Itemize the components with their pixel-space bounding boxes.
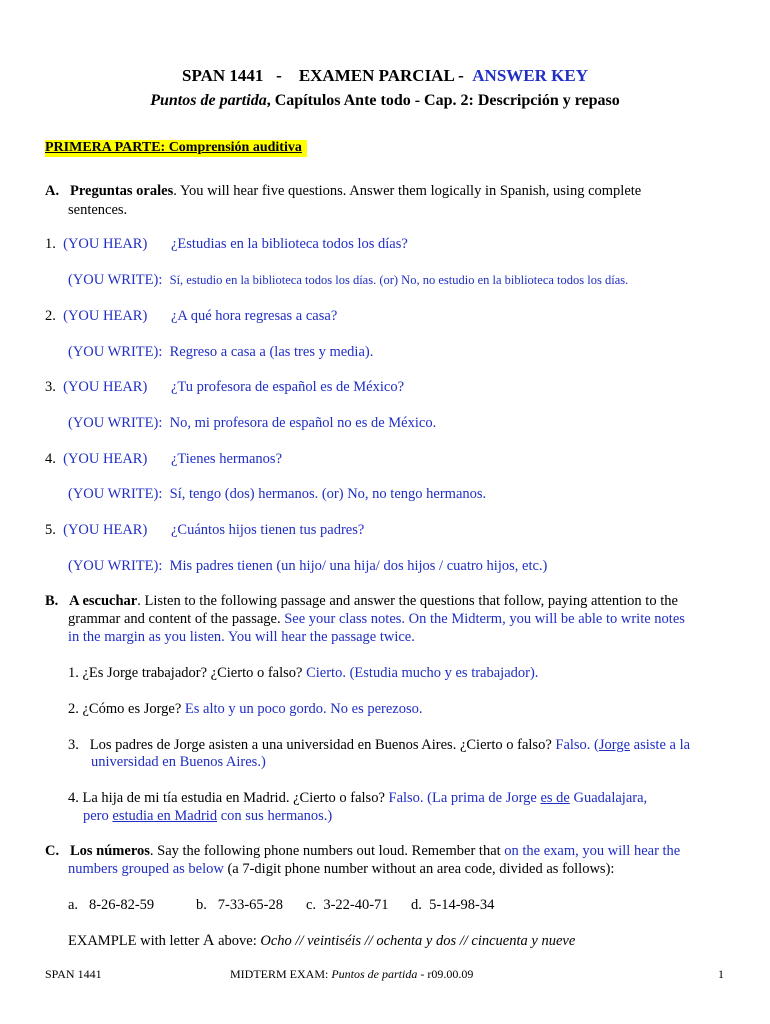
phone-value: 7-33-65-28 <box>217 897 283 913</box>
section-b-q2 <box>68 700 423 718</box>
footer-course: SPAN 1441 <box>45 967 102 981</box>
hear-tag: (YOU HEAR) <box>63 379 148 395</box>
example-text: Ocho // veintiséis // ochenta y dos // cincuenta y nueve <box>260 933 576 949</box>
title-dash: - <box>276 66 282 85</box>
q3-text: Los padres de Jorge asisten a una universidad en Buenos Aires. ¿Cierto o falso? <box>89 737 556 753</box>
exam-subtitle <box>0 92 770 110</box>
answer-1-write <box>68 271 628 289</box>
section-c-instructions-cont: (a 7-digit phone number without an area code, divided as follows): <box>223 861 615 877</box>
question-1-text: ¿Estudias en la biblioteca todos los días? <box>171 236 408 252</box>
answer-4-write <box>68 485 486 503</box>
exam-title <box>0 66 770 86</box>
section-b-intro <box>45 592 678 610</box>
q4-answer-a: Falso. (La prima de Jorge <box>388 790 541 806</box>
answer-2-text: Regreso a casa a (las tres y media). <box>169 344 374 360</box>
section-b-q3 <box>68 736 690 754</box>
hear-tag: (YOU HEAR) <box>63 236 148 252</box>
q3-answer <box>555 737 690 753</box>
question-2-hear <box>45 307 147 325</box>
footer-center <box>230 967 473 982</box>
q4-answer-underlined-2: estudia en Madrid <box>112 808 218 824</box>
q4-answer-b: Guadalajara, <box>569 790 648 806</box>
question-2-text: ¿A qué hora regresas a casa? <box>171 308 338 324</box>
q3-answer-b: asiste a la <box>630 737 691 753</box>
question-3-hear <box>45 378 147 396</box>
phone-value: 5-14-98-34 <box>429 897 495 913</box>
section-b-q1 <box>68 664 538 682</box>
section-c-instructions-2 <box>68 860 614 878</box>
phone-number-a <box>68 896 154 914</box>
part-one-title: : Comprensión auditiva <box>160 140 302 155</box>
hear-tag: (YOU HEAR) <box>63 451 148 467</box>
section-b-title: A escuchar <box>69 593 138 609</box>
q4-answer <box>389 790 648 806</box>
phone-value: 3-22-40-71 <box>323 897 389 913</box>
q3-answer-a: Falso. ( <box>555 737 599 753</box>
exam-name: EXAMEN PARCIAL - <box>298 66 464 85</box>
hear-tag: (YOU HEAR) <box>63 308 148 324</box>
q2-answer: Es alto y un poco gordo. No es perezoso. <box>184 701 423 717</box>
footer-textbook: Puntos de partida <box>331 967 418 981</box>
question-1-hear <box>45 235 147 253</box>
question-3-text: ¿Tu profesora de español es de México? <box>171 379 405 395</box>
chapter-range: , Capítulos Ante todo - Cap. 2: Descripción y repaso <box>266 92 620 109</box>
answer-3-text: No, mi profesora de español no es de México. <box>169 415 437 431</box>
q4-answer-cont <box>83 807 332 825</box>
answer-3-write <box>68 414 436 432</box>
footer-exam: MIDTERM EXAM: <box>230 967 332 981</box>
example-letter: A <box>202 932 215 949</box>
q2-text: 2. ¿Cómo es Jorge? <box>68 701 185 717</box>
section-a-instructions-cont: sentences. <box>68 202 128 218</box>
answer-1-text: Sí, estudio en la biblioteca todos los días. (or) No, no estudio en la biblioteca todos los días. <box>169 273 629 287</box>
section-c-letter: C. <box>45 843 60 859</box>
instr-note: See your class notes. On the Midterm, you will be able to write notes <box>284 611 685 627</box>
question-5-hear <box>45 521 147 539</box>
section-c-intro <box>45 842 680 860</box>
item-number: 5. <box>45 522 56 538</box>
example-label-b: above: <box>214 933 261 949</box>
q4-text: 4. La hija de mi tía estudia en Madrid. ¿Cierto o falso? <box>68 790 389 806</box>
phone-number-b <box>196 896 283 914</box>
q1-text: 1. ¿Es Jorge trabajador? ¿Cierto o falso? <box>68 665 307 681</box>
section-c-note-2: numbers grouped as below <box>68 861 224 877</box>
write-tag: (YOU WRITE): <box>68 558 163 574</box>
answer-4-text: Sí, tengo (dos) hermanos. (or) No, no tengo hermanos. <box>169 486 487 502</box>
phone-value: 8-26-82-59 <box>88 897 155 913</box>
item-number: 3. <box>45 379 56 395</box>
answer-5-write <box>68 557 547 575</box>
phone-label: b. <box>196 897 207 913</box>
q4-answer-underlined: es de <box>540 790 570 806</box>
section-c-instructions: . Say the following phone numbers out loud. Remember that <box>149 843 505 859</box>
question-4-text: ¿Tienes hermanos? <box>171 451 283 467</box>
hear-tag: (YOU HEAR) <box>63 522 148 538</box>
q3-number: 3. <box>68 737 79 753</box>
q3-answer-underlined: Jorge <box>598 737 631 753</box>
answer-key-label: ANSWER KEY <box>472 66 588 85</box>
write-tag: (YOU WRITE): <box>68 486 163 502</box>
example-line <box>68 932 575 950</box>
answer-2-write <box>68 343 373 361</box>
answer-5-text: Mis padres tienen (un hijo/ una hija/ dos hijos / cuatro hijos, etc.) <box>169 558 548 574</box>
section-b-instructions: . Listen to the following passage and answer the questions that follow, paying attention to the <box>137 593 678 609</box>
instr-text: grammar and content of the passage. <box>68 611 285 627</box>
course-code: SPAN 1441 <box>182 66 264 85</box>
write-tag: (YOU WRITE): <box>68 272 163 288</box>
section-b-instructions-2 <box>68 610 685 628</box>
question-4-hear <box>45 450 147 468</box>
section-c-title: Los números <box>69 843 150 859</box>
section-a-intro <box>45 182 641 200</box>
phone-label: c. <box>306 897 317 913</box>
section-a-instructions: . You will hear five questions. Answer them logically in Spanish, using complete <box>173 183 642 199</box>
section-b-instructions-3: in the margin as you listen. You will hear the passage twice. <box>68 629 415 645</box>
q1-answer: Cierto. (Estudia mucho y es trabajador). <box>306 665 539 681</box>
question-5-text: ¿Cuántos hijos tienen tus padres? <box>171 522 365 538</box>
write-tag: (YOU WRITE): <box>68 344 163 360</box>
part-one-heading <box>45 140 307 157</box>
section-a-letter: A. <box>45 183 60 199</box>
write-tag: (YOU WRITE): <box>68 415 163 431</box>
phone-label: d. <box>411 897 422 913</box>
footer-revision: - r09.00.09 <box>417 967 474 981</box>
q4-answer-d: con sus hermanos.) <box>217 808 333 824</box>
phone-label: a. <box>68 897 79 913</box>
phone-number-c <box>306 896 389 914</box>
phone-number-d <box>411 896 494 914</box>
q3-answer-cont: universidad en Buenos Aires.) <box>91 754 266 770</box>
q4-answer-c: pero <box>83 808 113 824</box>
section-c-note: on the exam, you will hear the <box>504 843 681 859</box>
section-a-title: Preguntas orales <box>69 183 174 199</box>
part-one-label: PRIMERA PARTE <box>45 140 161 155</box>
textbook-title: Puntos de partida <box>150 92 267 109</box>
item-number: 2. <box>45 308 56 324</box>
item-number: 4. <box>45 451 56 467</box>
section-b-letter: B. <box>45 593 59 609</box>
item-number: 1. <box>45 236 56 252</box>
page-number: 1 <box>718 967 724 981</box>
section-b-q4 <box>68 789 647 807</box>
example-label: EXAMPLE with letter <box>68 933 203 949</box>
